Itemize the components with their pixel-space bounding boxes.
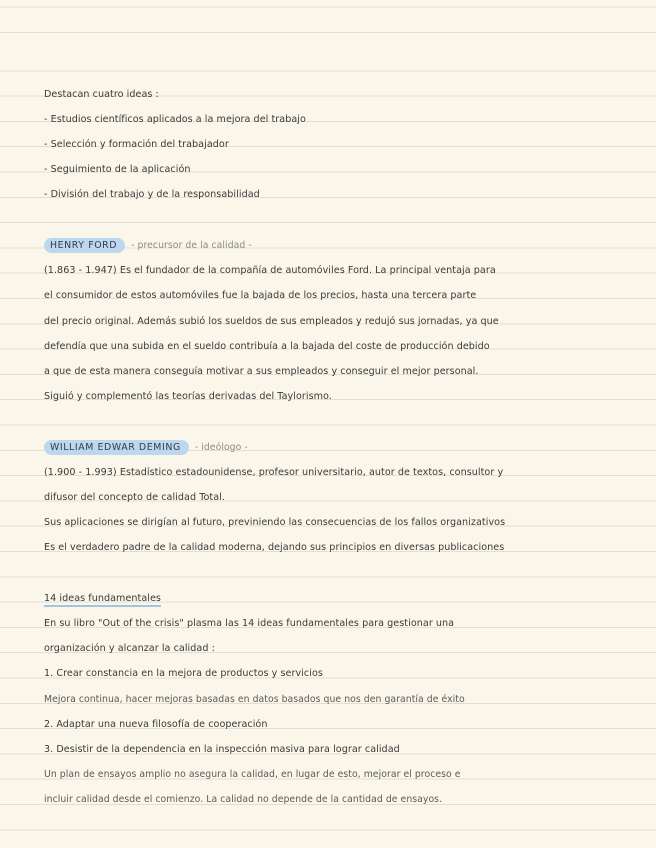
ford-text-line: Siguió y complementó las teorías derivadas del Taylorismo. — [44, 391, 332, 402]
deming-text-line: Sus aplicaciones se dirigían al futuro, previniendo las consecuencias de los fallos organizativos — [44, 517, 506, 528]
ford-name-highlight: HENRY FORD — [44, 238, 125, 253]
idea-point: 2. Adaptar una nueva filosofía de cooperación — [44, 719, 268, 730]
ford-role: - precursor de la calidad - — [131, 240, 252, 251]
ford-text-line: defendía que una subida en el sueldo contribuía a la bajada del coste de producción debido — [44, 341, 490, 352]
idea-item: - Seguimiento de la aplicación — [44, 164, 191, 175]
ford-text-line: (1.863 - 1.947) Es el fundador de la compañía de automóviles Ford. La principal ventaja para — [44, 265, 496, 276]
idea-explanation: incluir calidad desde el comienzo. La calidad no depende de la cantidad de ensayos. — [44, 794, 443, 805]
idea-item: - Selección y formación del trabajador — [44, 139, 229, 150]
ford-heading — [44, 233, 616, 258]
deming-text-line: (1.900 - 1.993) Estadístico estadounidense, profesor universitario, autor de textos, consultor y — [44, 467, 504, 478]
idea-explanation: Un plan de ensayos amplio no asegura la calidad, en lugar de esto, mejorar el proceso e — [44, 769, 461, 780]
ford-text-line: a que de esta manera conseguía motivar a sus empleados y conseguir el mejor personal. — [44, 366, 479, 377]
ford-text-line: del precio original. Además subió los sueldos de sus empleados y redujó sus jornadas, ya que — [44, 316, 499, 327]
idea-explanation: Mejora continua, hacer mejoras basadas en datos basados que nos den garantía de éxito — [44, 694, 465, 705]
idea-point: 1. Crear constancia en la mejora de productos y servicios — [44, 668, 323, 679]
deming-heading — [44, 435, 616, 460]
deming-text-line: difusor del concepto de calidad Total. — [44, 492, 225, 503]
deming-text-line: Es el verdadero padre de la calidad moderna, dejando sus principios en diversas publicaciones — [44, 542, 505, 553]
ideas-heading — [44, 586, 616, 611]
deming-role: - ideólogo - — [194, 442, 248, 453]
ford-text-line: el consumidor de estos automóviles fue la bajada de los precios, hasta una tercera parte — [44, 290, 477, 301]
idea-point: 3. Desistir de la dependencia en la inspección masiva para lograr calidad — [44, 744, 400, 755]
ideas-text-line: organización y alcanzar la calidad : — [44, 643, 215, 654]
ideas-text-line: En su libro "Out of the crisis" plasma las 14 ideas fundamentales para gestionar una — [44, 618, 455, 629]
intro-line: Destacan cuatro ideas : — [44, 89, 159, 100]
idea-item: - División del trabajo y de la responsabilidad — [44, 189, 260, 200]
ideas-title: 14 ideas fundamentales — [44, 592, 161, 607]
idea-item: - Estudios científicos aplicados a la mejora del trabajo — [44, 114, 306, 125]
deming-name-highlight: WILLIAM EDWAR DEMING — [44, 440, 189, 455]
